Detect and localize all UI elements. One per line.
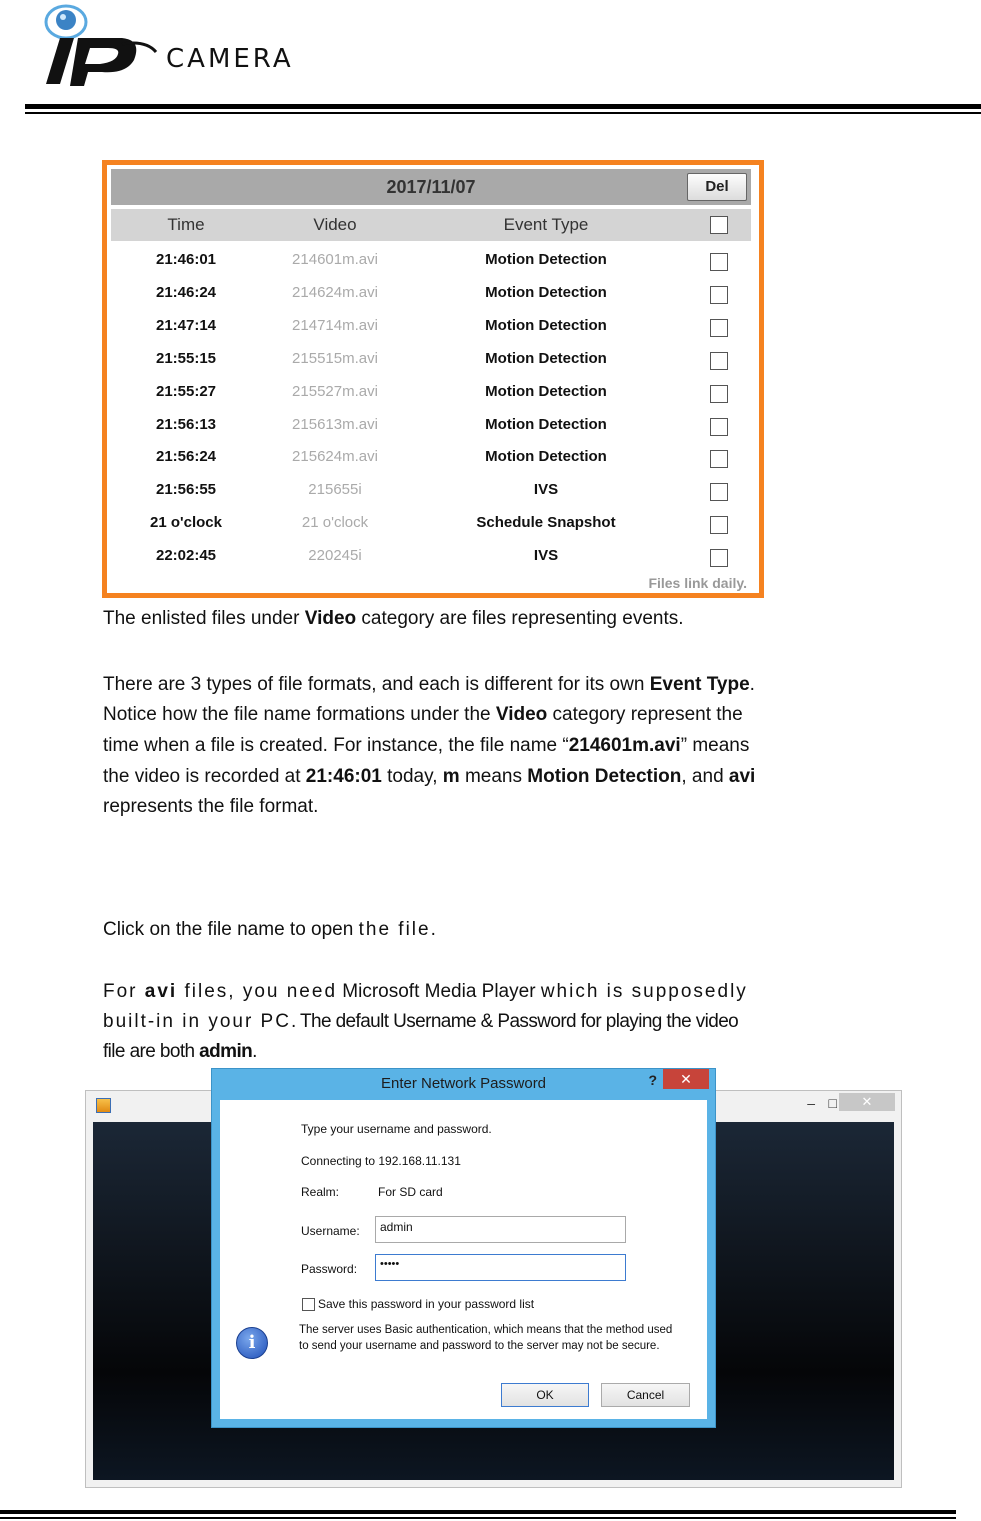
- row-time: 21:55:27: [155, 382, 217, 400]
- dialog-intro: Type your username and password.: [301, 1122, 492, 1136]
- realm-label: Realm:: [301, 1185, 340, 1199]
- info-text-line1: The server uses Basic authentication, which means that the method used: [299, 1324, 673, 1336]
- row-video-link[interactable]: 21 o'clock: [301, 514, 369, 532]
- save-password-checkbox[interactable]: [302, 1298, 315, 1311]
- row-event-type: Motion Detection: [485, 316, 607, 334]
- password-field[interactable]: •••••: [375, 1254, 626, 1281]
- text-run: category represent the: [547, 704, 743, 725]
- table-row: [111, 442, 751, 475]
- row-checkbox[interactable]: [710, 450, 728, 468]
- text-bold: 214601m.avi: [568, 735, 681, 756]
- paragraph-avi-line2: [103, 1007, 903, 1037]
- dialog-close-button[interactable]: ✕: [663, 1069, 709, 1089]
- help-button[interactable]: ?: [648, 1072, 657, 1088]
- ip-logo-mark-icon: [38, 0, 158, 92]
- row-time: 21:47:14: [155, 316, 217, 334]
- row-event-type: Motion Detection: [485, 382, 607, 400]
- media-player-close-button[interactable]: ✕: [839, 1093, 895, 1111]
- row-checkbox[interactable]: [710, 418, 728, 436]
- text-run: the file.: [358, 919, 438, 940]
- row-time: 21:46:01: [155, 251, 217, 268]
- row-time: 21:56:55: [155, 481, 217, 499]
- text-run: the video is recorded at: [103, 766, 306, 787]
- row-video-link[interactable]: 215527m.avi: [292, 382, 378, 400]
- text-run: which is supposedly: [540, 981, 748, 1002]
- date-bar: [111, 169, 751, 205]
- table-row: [111, 245, 751, 278]
- row-video-link[interactable]: 215655i: [308, 481, 362, 499]
- info-text-line2: to send your username and password to the server may not be secure.: [299, 1340, 660, 1352]
- username-field[interactable]: admin: [375, 1216, 626, 1243]
- text-run: today,: [381, 766, 443, 787]
- text-run: ” means: [680, 735, 750, 756]
- table-row: [111, 475, 751, 508]
- text-bold: avi: [728, 766, 756, 787]
- text-bold: Event Type: [649, 674, 750, 695]
- column-header-video: Video: [313, 215, 357, 234]
- row-checkbox[interactable]: [710, 549, 728, 567]
- text-run: . The default Username & Password for playing the video: [290, 1011, 739, 1032]
- paragraph-video-category: [103, 604, 903, 634]
- paragraph-click-file: [103, 915, 903, 945]
- text-bold: avi: [144, 981, 178, 1002]
- table-header-row: [111, 209, 751, 241]
- text-run: The enlisted files under: [103, 608, 305, 629]
- row-time: 22:02:45: [155, 547, 217, 565]
- cancel-button[interactable]: Cancel: [601, 1383, 690, 1407]
- row-checkbox[interactable]: [710, 516, 728, 534]
- paragraph-avi-line1: [103, 977, 903, 1007]
- text-run: , and: [681, 766, 729, 787]
- header-rule-thin: [25, 112, 981, 114]
- row-time: 21:46:24: [155, 283, 217, 301]
- table-date: 2017/11/07: [386, 177, 476, 197]
- text-bold: admin: [199, 1041, 253, 1062]
- row-checkbox[interactable]: [710, 385, 728, 403]
- row-event-type: Motion Detection: [485, 349, 607, 367]
- text-run: means: [459, 766, 528, 787]
- row-event-type: Motion Detection: [485, 415, 607, 433]
- network-password-dialog: [211, 1068, 716, 1428]
- del-button[interactable]: Del: [687, 173, 747, 201]
- column-header-time: Time: [167, 215, 205, 234]
- row-event-type: IVS: [533, 547, 559, 565]
- paragraph-file-formats-line4: [103, 762, 903, 792]
- minimize-button[interactable]: –: [807, 1095, 815, 1111]
- paragraph-avi-line3: [103, 1037, 903, 1067]
- text-bold: 21:46:01: [305, 766, 382, 787]
- username-label: Username:: [301, 1224, 360, 1238]
- text-run: Microsoft Media Player: [337, 981, 541, 1002]
- row-video-link[interactable]: 215624m.avi: [292, 448, 378, 466]
- row-time: 21:55:15: [155, 349, 217, 367]
- dialog-body: [220, 1100, 707, 1419]
- table-row: [111, 377, 751, 410]
- table-row: [111, 410, 751, 443]
- row-video-link[interactable]: 214624m.avi: [292, 283, 378, 301]
- paragraph-file-formats-line3: [103, 731, 903, 761]
- row-checkbox[interactable]: [710, 286, 728, 304]
- row-video-link[interactable]: 214601m.avi: [292, 251, 378, 268]
- save-password-label: Save this password in your password list: [318, 1297, 535, 1311]
- text-run: files, you need: [177, 981, 338, 1002]
- text-bold: Video: [495, 704, 548, 725]
- dialog-title: Enter Network Password: [380, 1075, 547, 1092]
- ok-button[interactable]: OK: [501, 1383, 589, 1407]
- row-event-type: Schedule Snapshot: [476, 514, 616, 532]
- text-bold: Video: [304, 608, 357, 629]
- paragraph-file-formats-line2: [103, 700, 903, 730]
- media-player-app-icon: [96, 1098, 111, 1113]
- table-row: [111, 541, 751, 574]
- realm-value: For SD card: [378, 1185, 443, 1199]
- row-time: 21 o'clock: [150, 514, 222, 532]
- text-run: file are both: [103, 1041, 200, 1062]
- row-video-link[interactable]: 220245i: [308, 547, 362, 565]
- text-bold: Motion Detection: [527, 766, 682, 787]
- table-row: [111, 344, 751, 377]
- text-run: .: [749, 674, 755, 695]
- row-event-type: Motion Detection: [485, 283, 607, 301]
- text-run: built-in in your PC: [103, 1011, 291, 1032]
- files-link-daily: Files link daily.: [648, 575, 747, 591]
- dialog-connecting: Connecting to 192.168.11.131: [301, 1154, 461, 1168]
- row-event-type: Motion Detection: [485, 251, 607, 268]
- table-row: [111, 278, 751, 311]
- logo-text: CAMERA: [166, 44, 294, 74]
- text-run: There are 3 types of file formats, and each is different for its own: [103, 674, 650, 695]
- select-all-checkbox[interactable]: [710, 216, 728, 234]
- paragraph-file-formats-line1: [103, 670, 903, 700]
- text-run: .: [252, 1041, 257, 1062]
- row-checkbox[interactable]: [710, 319, 728, 337]
- row-video-link[interactable]: 214714m.avi: [292, 316, 378, 334]
- row-checkbox[interactable]: [710, 352, 728, 370]
- row-video-link[interactable]: 215515m.avi: [292, 349, 378, 367]
- row-event-type: IVS: [533, 481, 559, 499]
- text-run: Click on the file name to open: [103, 919, 359, 940]
- text-run: time when a file is created. For instance, the file name “: [103, 735, 569, 756]
- footer-rule: [0, 1510, 956, 1514]
- event-table: [111, 169, 751, 591]
- text-run: category are files representing events.: [356, 608, 684, 629]
- paragraph-file-formats-line5: represents the file format.: [103, 796, 319, 817]
- text-bold: m: [442, 766, 460, 787]
- column-header-event-type: Event Type: [503, 215, 589, 234]
- text-run: For: [103, 981, 145, 1002]
- header-rule: [25, 104, 981, 109]
- password-label: Password:: [301, 1262, 358, 1276]
- row-checkbox[interactable]: [710, 483, 728, 501]
- table-row: [111, 311, 751, 344]
- event-table-panel: [102, 160, 764, 598]
- row-video-link[interactable]: 215613m.avi: [292, 415, 378, 433]
- row-event-type: Motion Detection: [485, 448, 607, 466]
- table-row: [111, 508, 751, 541]
- row-checkbox[interactable]: [710, 253, 728, 271]
- footer-rule-thin: [0, 1517, 956, 1519]
- row-time: 21:56:24: [155, 448, 217, 466]
- maximize-button[interactable]: □: [828, 1095, 837, 1111]
- info-icon: i: [236, 1327, 268, 1359]
- text-run: Notice how the file name formations under the: [103, 704, 496, 725]
- ip-camera-logo: [38, 0, 308, 92]
- row-time: 21:56:13: [155, 415, 217, 433]
